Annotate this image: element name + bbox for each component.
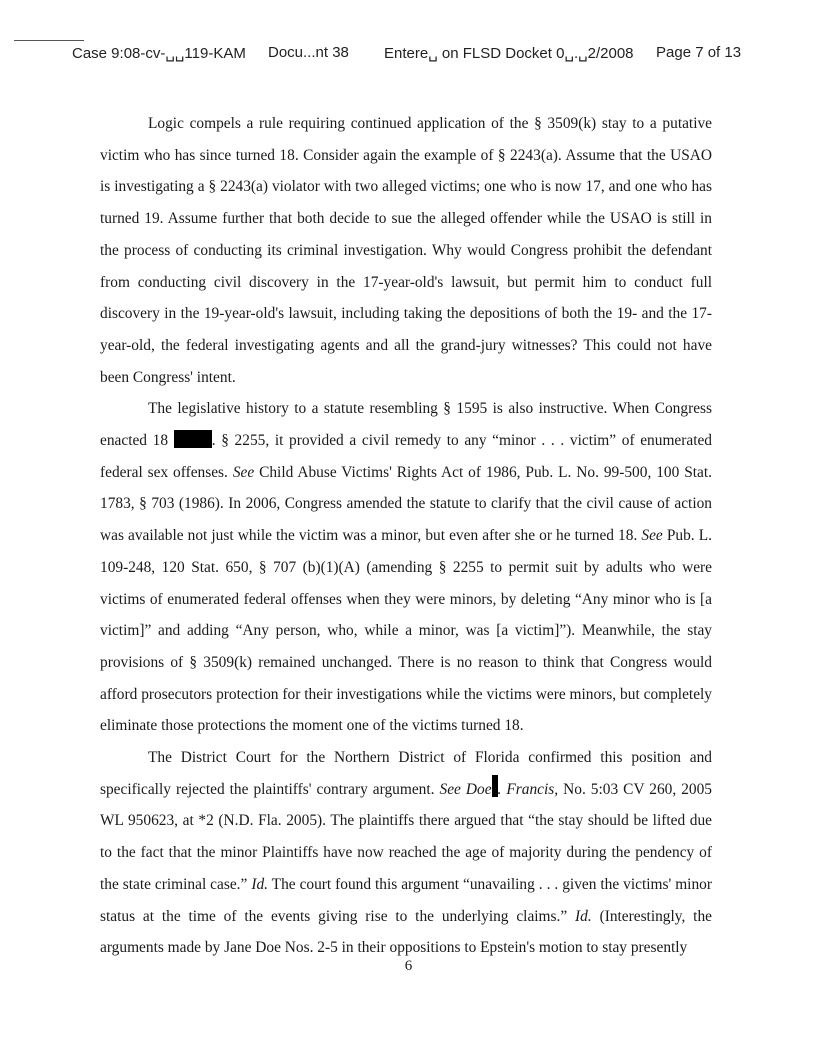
document-body bbox=[100, 108, 712, 964]
case-citation: . Francis, bbox=[497, 780, 559, 798]
docket-entry: Entere␣ on FLSD Docket 0␣.␣2/2008 bbox=[384, 45, 634, 62]
header-rule bbox=[14, 40, 84, 41]
citation-signal: See bbox=[641, 527, 663, 545]
paragraph-1: Logic compels a rule requiring continued application of the § 3509(k) stay to a putative victim who has since turned 18. Consider again the example of § 2243(a). Assume that the USAO is investigating a § 2243(a) violator with two alleged victims; one who is now 17, and one who has turned 19. Assume further that both decide to sue the alleged offender while the USAO is still in the process of conducting its criminal investigation. Why would Congress prohibit the defendant from conducting civil discovery in the 17-year-old's lawsuit, but permit him to conduct full discovery in the 19-year-old's lawsuit, including taking the depositions of both the 19- and the 17-year-old, the federal investigating agents and all the grand-jury witnesses? This could not have been Congress' intent. bbox=[100, 115, 712, 386]
paragraph-2: The legislative history to a statute resembling § 1595 is also instructive. When Congress enacted 18 . § 2255, it provided a civil remedy to any “minor . . . victim” of enumerated federal sex offenses. See Child Abuse Victims' Rights Act of 1986, Pub. L. No. 99-500, 100 Stat. 1783, § 703 (1986). In 2006, Congress amended the statute to clarify that the civil cause of action was available not just while the victim was a minor, but even after she or he turned 18. See Pub. L. 109-248, 120 Stat. 650, § 707 (b)(1)(A) (amending § 2255 to permit suit by adults who were victims of enumerated federal offenses when they were minors, by deleting “Any minor who is [a victim]” and adding “Any person, who, while a minor, was [a victim]”). Meanwhile, the stay provisions of § 3509(k) remained unchanged. There is no reason to think that Congress would afford prosecutors protection for their investigations while the victims were minors, but completely eliminate those protections the moment one of the victims turned 18. bbox=[100, 400, 712, 735]
redaction-block bbox=[174, 430, 212, 448]
case-number: Case 9:08-cv-␣␣119-KAM bbox=[72, 45, 246, 62]
citation-id: Id. bbox=[251, 875, 268, 893]
paragraph-3: The District Court for the Northern District of Florida confirmed this position and specifically rejected the plaintiffs' contrary argument. See Doe . Francis, No. 5:03 CV 260, 2005 WL 950623, at *2 (N.D. Fla. 2005). The plaintiffs there argued that “the stay should be lifted due to the fact that the minor Plaintiffs have now reached the age of majority during the pendency of the state criminal case.” Id. The court found this argument “unavailing . . . given the victims' minor status at the time of the events giving rise to the underlying claims.” Id. (Interestingly, the arguments made by Jane Doe Nos. 2-5 in their oppositions to Epstein's motion to stay presently bbox=[100, 749, 713, 957]
case-citation: See Doe bbox=[439, 780, 492, 798]
citation-id: Id. bbox=[575, 907, 592, 925]
page-count: Page 7 of 13 bbox=[656, 44, 742, 61]
document-number: Docu...nt 38 bbox=[268, 44, 349, 61]
page-number: 6 bbox=[404, 958, 413, 974]
citation-signal: See bbox=[232, 463, 255, 481]
